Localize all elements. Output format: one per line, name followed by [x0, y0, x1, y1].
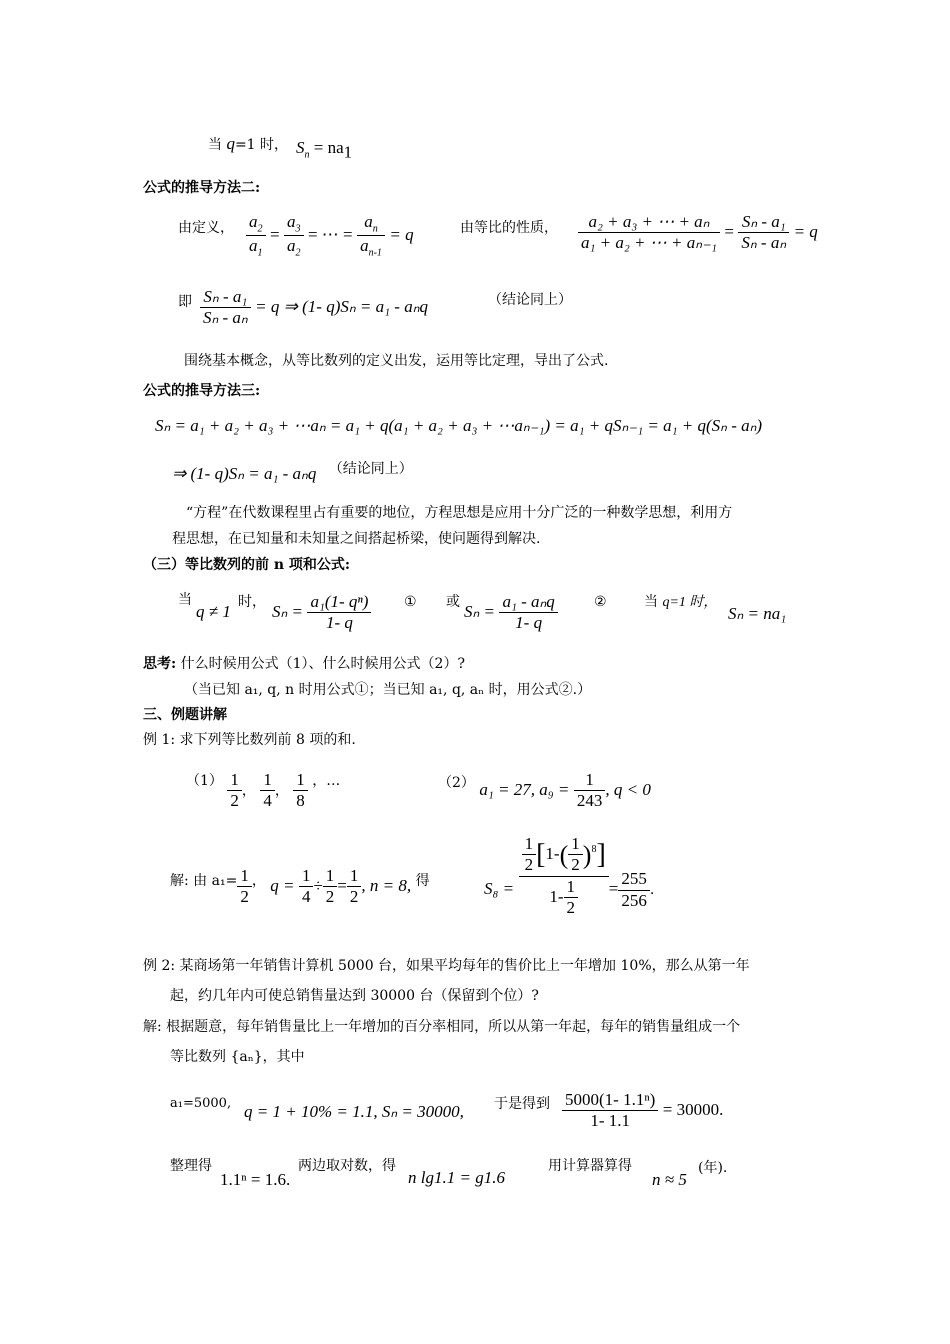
text: 两边取对数，得: [298, 1158, 396, 1174]
subscript: n: [304, 149, 310, 161]
think-line: [143, 656, 465, 673]
math-expr: q = 1 + 10% = 1.1, Sₙ = 30000,: [244, 1102, 464, 1121]
math-expr: ⇒ (1- q)Sₙ = a₁ - aₙq: [172, 464, 317, 483]
math-var: q: [226, 134, 235, 153]
condition: q ≠ 1: [196, 602, 231, 621]
text: 当: [178, 592, 192, 608]
paragraph: 围绕基本概念，从等比数列的定义出发，运用等比定理，导出了公式.: [184, 353, 609, 369]
math-expr: n ≈ 5: [652, 1170, 687, 1189]
text: 即: [178, 294, 192, 310]
fraction: $\frac{\text{a₂ + a₃ + ⋯ + aₙ}}{\text{a₁ + a₂ + ⋯ + aₙ₋₁}}$: [578, 212, 720, 254]
fraction: $\frac{a_2}{a_1}$: [246, 212, 266, 260]
section-heading: 公式的推导方法三:: [143, 383, 261, 399]
paragraph: （当已知 a₁, q, n 时用公式①；当已知 a₁, q, aₙ 时，用公式②.）: [184, 682, 592, 698]
text: 于是得到: [494, 1096, 550, 1112]
fraction: $\frac{\text{5000(1- 1.1ⁿ)}}{1- 1.1}$: [562, 1090, 658, 1132]
fraction: $\frac{255}{256}$: [618, 869, 650, 911]
text: 当 q=1 时，: [644, 594, 718, 610]
ratio-property: $\frac{\text{a₂ + a₃ + ⋯ + aₙ}}{\text{a₁ + a₂ + ⋯ + aₙ₋₁}}$ = $\frac{\text{Sₙ - a₁}}{\text{Sₙ - aₙ}}$ = q: [578, 212, 818, 254]
fraction: $\frac{1}{8}$: [293, 770, 308, 812]
fraction: $\frac{\text{Sₙ - a₁}}{\text{Sₙ - aₙ}}$: [738, 212, 789, 254]
label-two: ②: [594, 594, 607, 610]
fraction: $\frac{\text{a₁ - aₙq}}{1- q}$: [499, 592, 557, 634]
math-expr: n lg1.1 = g1.6: [408, 1168, 505, 1187]
paragraph: 起，约几年内可使总销售量达到 30000 台（保留到个位）?: [170, 988, 539, 1004]
sequence-one: （1） $\frac{1}{2}$ ， $\frac{1}{4}$ ， $\frac{1}{8}$ ，…: [186, 770, 341, 811]
conclusion-note: （结论同上）: [488, 292, 572, 308]
fraction: $\frac{a_3}{a_2}$: [284, 212, 304, 260]
method-three-formula: Sₙ = a₁ + a₂ + a₃ + ⋯aₙ = a₁ + q(a₁ + a₂ + a₃ + ⋯aₙ₋₁) = a₁ + qSₙ₋₁ = a₁ + q(Sₙ - aₙ): [155, 416, 763, 435]
fraction: $\frac{1}{4}$: [299, 866, 314, 908]
text: 时，: [238, 594, 266, 610]
fraction: $\frac{1}{2}$: [237, 866, 252, 908]
definition-line: [178, 214, 234, 264]
paragraph: 例 2: 某商场第一年销售计算机 5000 台，如果平均每年的售价比上一年增加 10%，那么从第一年: [143, 958, 750, 974]
paragraph: 程思想，在已知量和未知量之间搭起桥梁，使问题得到解决.: [172, 531, 541, 547]
fraction: $\frac{1}{2}$: [227, 770, 242, 812]
math-var: S: [296, 138, 305, 157]
math-expr: = na: [313, 138, 344, 157]
text: 整理得: [170, 1158, 212, 1174]
math-expr: = ⋯ =: [307, 224, 353, 244]
sequence-two: （2） a₁ = 27, a₉ = $\frac{1}{243}$ , q < 0: [438, 770, 651, 811]
section-heading: （三）等比数列的前 n 项和公式:: [143, 557, 351, 573]
s8-formula: S₈ = $\frac{1}{2}$ [1-( $\frac{1}{2}$ )$^8$] 1- $\frac{1}{2}$ = $\frac{255}{256}$ .: [484, 834, 655, 918]
section-heading: 三、例题讲解: [143, 707, 227, 723]
fraction: $\frac{a_n}{a_{n-1}}$: [357, 212, 385, 260]
label-one: ①: [404, 594, 417, 610]
text: 或: [446, 594, 460, 610]
fraction: $\frac{\text{a₁(1- qⁿ)}}{1- q}$: [307, 592, 371, 634]
paragraph: “方程”在代数课程里占有重要的地位，方程思想是应用十分广泛的一种数学思想，利用方: [186, 505, 733, 521]
derivation-result: [200, 287, 428, 329]
fraction: $\frac{1}{2}$: [347, 866, 362, 908]
text: 由定义，: [178, 220, 234, 236]
fraction: $\frac{1}{2}$: [323, 866, 338, 908]
text: 用计算器算得: [548, 1158, 632, 1174]
math-expr: 1.1ⁿ = 1.6.: [220, 1170, 291, 1189]
solution-line: 解: 由 a₁= $\frac{1}{2}$ ， q = $\frac{1}{4}$ ÷ $\frac{1}{2}$ = $\frac{1}{2}$ , n = 8, 得: [170, 866, 430, 907]
formula-sn-na1: [296, 138, 352, 163]
method-three-result: [172, 461, 413, 484]
text: =1 时，: [234, 137, 289, 153]
formula-one: [272, 592, 371, 634]
fraction: $\frac{1}{4}$: [260, 770, 275, 812]
paragraph: 解: 根据题意，每年销售量比上一年增加的百分率相同，所以从第一年起，每年的销售量组成一个: [143, 1019, 741, 1035]
conclusion-note: （结论同上）: [328, 461, 413, 477]
text: 当: [208, 137, 222, 153]
fraction: $\frac{\text{Sₙ - a₁}}{\text{Sₙ - aₙ}}$: [200, 287, 251, 329]
formula-two: [464, 592, 558, 634]
ratio-chain: $\frac{a_2}{a_1}$ = $\frac{a_3}{a_2}$ = ⋯ = $\frac{a_n}{a_{n-1}}$ = q: [246, 212, 414, 260]
example-title: 例 1: 求下列等比数列前 8 项的和.: [143, 732, 356, 748]
text: (年).: [698, 1160, 728, 1176]
paragraph: 等比数列 {aₙ}，其中: [170, 1049, 305, 1065]
text: a₁=5000,: [170, 1096, 232, 1111]
big-fraction: $\frac{1}{2}$ [1-( $\frac{1}{2}$ )$^8$] 1- $\frac{1}{2}$: [519, 834, 609, 919]
think-heading: 思考:: [143, 656, 177, 672]
math-expr: = q: [389, 224, 414, 244]
fraction: $\frac{1}{243}$: [574, 770, 606, 812]
math-expr: = q ⇒ (1- q)Sₙ = a₁ - aₙq: [255, 296, 428, 316]
math-expr: Sₙ =: [464, 601, 495, 621]
text: 什么时候用公式（1）、什么时候用公式（2）?: [180, 656, 465, 672]
section-heading: 公式的推导方法二:: [143, 180, 261, 196]
q-equals-one-line: [208, 134, 288, 154]
text: 由等比的性质，: [460, 220, 558, 236]
equation-fraction: $\frac{\text{5000(1- 1.1ⁿ)}}{1- 1.1}$ = 30000.: [562, 1090, 723, 1132]
formula-sn-na1: Sₙ = na₁: [728, 604, 787, 623]
subscript: 1: [343, 142, 353, 162]
sum-formula-line: [178, 592, 192, 642]
math-expr: Sₙ =: [272, 601, 303, 621]
